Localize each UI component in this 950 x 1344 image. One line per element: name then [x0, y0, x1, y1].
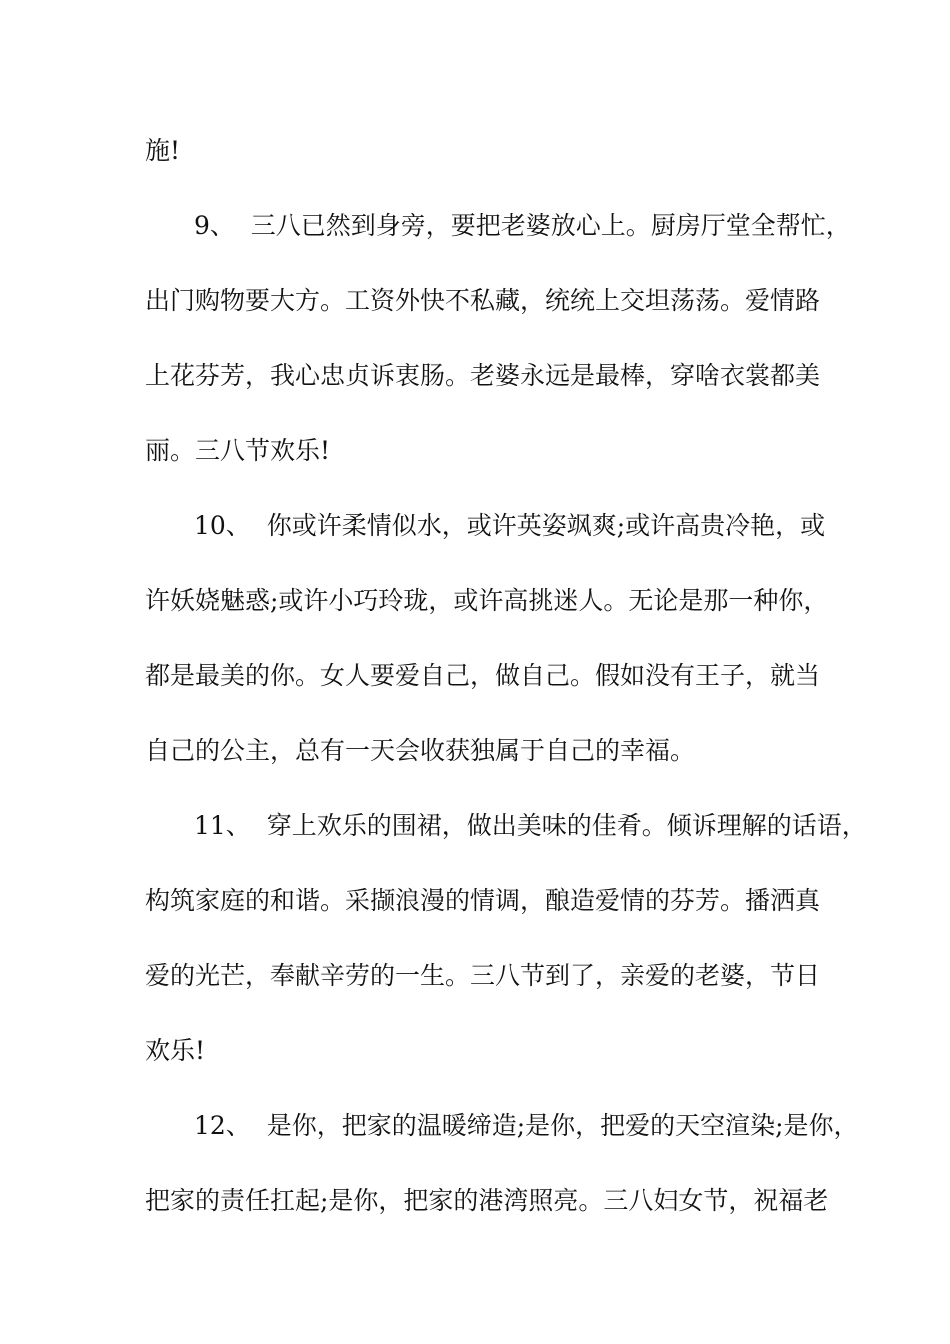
line-text: 12、 是你，把家的温暖缔造;是你，把爱的天空渲染;是你， [194, 1111, 859, 1140]
line-text: 把家的责任扛起;是你，把家的港湾照亮。三八妇女节，祝福老 [145, 1186, 829, 1215]
line-text: 许妖娆魅惑;或许小巧玲珑，或许高挑迷人。无论是那一种你， [145, 586, 829, 615]
line-text: 10、 你或许柔情似水，或许英姿飒爽;或许高贵冷艳，或 [194, 511, 826, 540]
line-text: 11、 穿上欢乐的围裙，做出美味的佳肴。倾诉理解的话语， [194, 811, 867, 840]
line-text: 爱的光芒，奉献辛劳的一生。三八节到了，亲爱的老婆，节日 [145, 961, 821, 990]
line-text: 出门购物要大方。工资外快不私藏，统统上交坦荡荡。爱情路 [145, 286, 821, 315]
line-text: 上花芬芳，我心忠贞诉衷肠。老婆永远是最棒，穿啥衣裳都美 [145, 361, 821, 390]
line-text: 施! [145, 136, 181, 165]
line-text: 构筑家庭的和谐。采撷浪漫的情调，酿造爱情的芬芳。播洒真 [145, 886, 821, 915]
line-text: 欢乐! [145, 1036, 206, 1065]
line-text: 9、 三八已然到身旁，要把老婆放心上。厨房厅堂全帮忙， [194, 211, 851, 240]
line-text: 丽。三八节欢乐! [145, 436, 331, 465]
line-text: 自己的公主，总有一天会收获独属于自己的幸福。 [145, 736, 696, 765]
line-text: 都是最美的你。女人要爱自己，做自己。假如没有王子，就当 [145, 661, 821, 690]
